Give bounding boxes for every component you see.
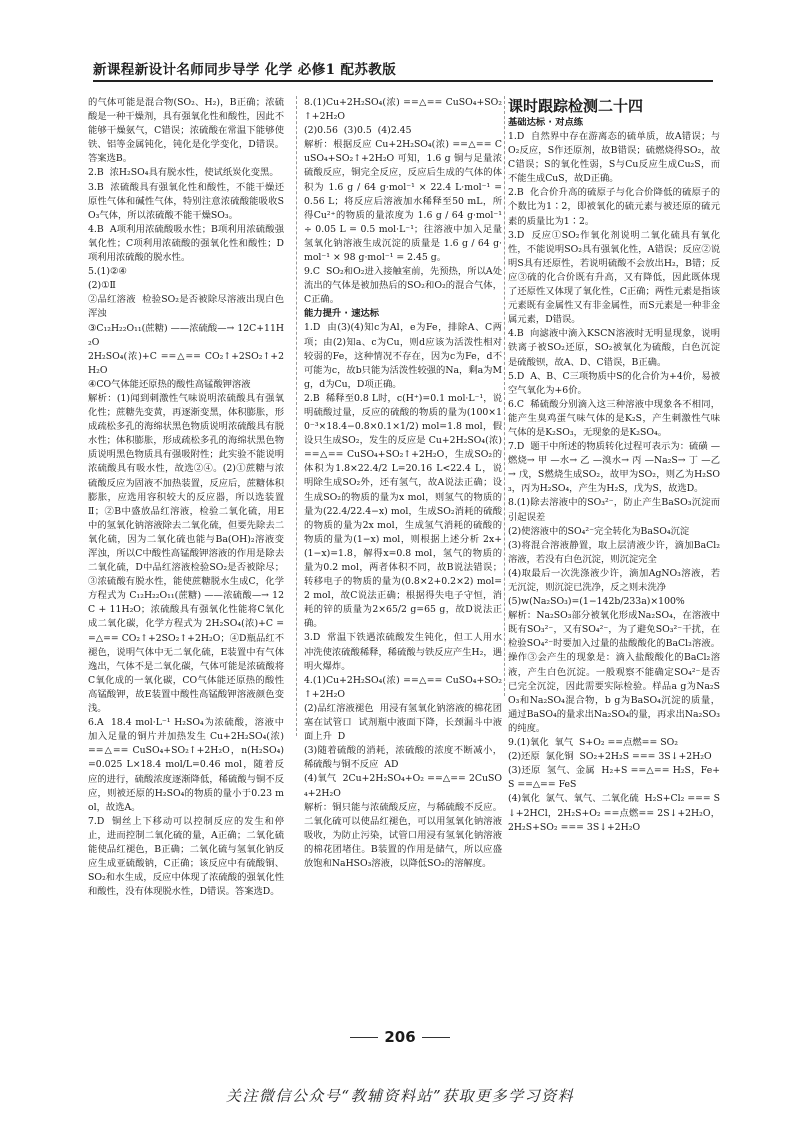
answer-paragraph: (3)将混合溶液静置，取上层清液少许，滴加BaCl₂溶液，若没有白色沉淀，则沉淀完全: [508, 539, 720, 565]
header-rule: [93, 80, 713, 82]
answer-paragraph: 9.C SO₂和O₂进入接触室前，先预热，所以A处流出的气体是被加热后的SO₂和O₂的混合气体，C正确。: [304, 266, 502, 306]
answer-paragraph: 4.B A项利用浓硫酸吸水性；B项利用浓硫酸强氧化性；C项利用浓硫酸的强氧化性和酸性；D项利用浓硫酸的脱水性。: [88, 223, 284, 264]
page-number-text: 206: [384, 1028, 416, 1046]
answer-column-middle: [304, 96, 505, 869]
answer-paragraph: (2)①Ⅱ: [88, 280, 116, 292]
answer-paragraph: 7.D 题干中所述的物质转化过程可表示为：硫磺 —燃烧→ 甲 —水→ 乙 —溴水→ 丙 —Na₂S→ 丁 —乙→ 戊，S燃烧生成SO₂，故甲为SO₂，则乙为H₂SO₃，丙为H₂SO₄，产生为H₂S，戊为S，故选D。: [508, 441, 720, 495]
column-divider: [296, 96, 297, 736]
answer-column-right: [508, 96, 721, 833]
page-number-dash: [350, 1037, 378, 1038]
page-number: [0, 1028, 800, 1046]
answer-paragraph: 4.(1)Cu+2H₂SO₄(浓) ==△== CuSO₄+SO₂↑+2H₂O: [304, 674, 502, 700]
answer-paragraph: 6.A 18.4 mol·L⁻¹ H₂SO₄为浓硫酸，溶液中加入足量的铜片并加热发生 Cu+2H₂SO₄(浓) ==△== CuSO₄+SO₂↑+2H₂O，n(H₂SO₄)=0.025 L×18.4 mol/L=0.46 mol，随着反应的进行，硫酸浓度逐渐降低，稀硫酸与铜不反应，则被还原的H₂SO₄的物质的量小于0.23 mol，故选A。: [88, 717, 287, 813]
answer-paragraph: (4)取最后一次洗涤液少许，滴加AgNO₃溶液，若无沉淀，则沉淀已洗净，反之则未洗净: [508, 567, 720, 593]
page-number-dash: [422, 1037, 450, 1038]
answer-paragraph: (3)还原 氢气、金属 H₂+S ==△== H₂S，Fe+S ==△== FeS: [508, 765, 720, 791]
answer-paragraph: (4)氧气 2Cu+2H₂SO₄+O₂ ==△== 2CuSO₄+2H₂O: [304, 773, 502, 799]
answer-paragraph: ②品红溶液 检验SO₂是否被除尽溶液出现白色浑浊: [88, 294, 284, 320]
answer-paragraph: (5)w(Na₂SO₃)=(1−142b/233a)×100%: [508, 596, 685, 608]
answer-paragraph: 7.D 铜丝上下移动可以控制反应的发生和停止，进而控制二氧化硫的量，A正确；二氧化硫能使品红褪色，B正确；二氧化硫与氢氧化钠反应生成亚硫酸钠，C正确；该反应中有硫酸铜、SO₂和水生成，反应中体现了浓硫酸的强氧化性和酸性，没有体现脱水性，D错误。答案选D。: [88, 815, 284, 898]
answer-paragraph: (2)品红溶液褪色 用浸有氢氧化钠溶液的棉花团塞在试管口 试剂瓶中液面下降，长颈漏斗中液面上升 D: [304, 702, 502, 743]
answer-paragraph: 8.(1)Cu+2H₂SO₄(浓) ==△== CuSO₄+SO₂↑+2H₂O: [304, 97, 502, 123]
footer-note: 关注微信公众号“教辅资料站”获取更多学习资料: [225, 1087, 575, 1105]
answer-paragraph: 解析：铜只能与浓硫酸反应，与稀硫酸不反应。二氧化硫可以使品红褪色，可以用氢氧化钠溶液吸收，为防止污染，试管口用浸有氢氧化钠溶液的棉花团堵住。B装置的作用是储气，所以应盛放饱和NaHSO₃溶液，以降低SO₂的溶解度。: [304, 801, 502, 869]
answer-paragraph: 2.B 化合价升高的硫原子与化合价降低的硫原子的个数比为1∶2，即被氧化的硫元素与被还原的硫元素的质量比为1∶2。: [508, 187, 720, 227]
answer-paragraph: 8.(1)除去溶液中的SO₃²⁻，防止产生BaSO₃沉淀而引起误差: [508, 497, 720, 523]
answer-paragraph: 1.D 自然界中存在游离态的硫单质，故A错误；与O₂反应，S作还原剂，故B错误；硫燃烧得SO₂，故C错误；S的氧化性弱，S与Cu反应生成Cu₂S，而不能生成CuS，故D正确。: [508, 131, 720, 185]
section-title: 课时跟踪检测二十四: [508, 97, 644, 115]
answer-paragraph: (2)0.56 (3)0.5 (4)2.45: [304, 125, 412, 137]
section-subtitle: 能力提升 · 速达标: [304, 308, 380, 320]
answer-paragraph: ④CO气体能还原热的酸性高锰酸钾溶液: [88, 378, 251, 390]
answer-paragraph: (2)使溶液中的SO₄²⁻完全转化为BaSO₄沉淀: [508, 525, 690, 537]
answer-paragraph: 解析：Na₂SO₃部分被氧化形成Na₂SO₄，在溶液中既有SO₃²⁻，又有SO₄²⁻，为了避免SO₃²⁻干扰，在检验SO₄²⁻时要加入过量的盐酸酸化的BaCl₂溶液。操作③会产生的现象是：滴入盐酸酸化的BaCl₂溶液，产生白色沉淀。一般观察不能确定SO₄²⁻是否已完全沉淀，因此需要实际检验。样品a g为Na₂SO₃和Na₂SO₄混合物，b g为BaSO₄沉淀的质量，通过BaSO₄的量求出Na₂SO₄的量，再求出Na₂SO₃的纯度。: [508, 610, 720, 734]
answer-paragraph: 5.D A、B、C三项物质中S的化合价为+4价，易被空气氧化为+6价。: [508, 370, 720, 396]
answer-paragraph: 的气体可能是混合物(SO₂、H₂)，B正确；浓硫酸是一种干燥剂，具有强氧化性和酸性，因此不能够干燥氨气，C错误；浓硫酸在常温下能够使铁、铝等金属钝化，钝化是化学变化，D错误。答案选B。: [88, 97, 284, 165]
answer-paragraph: 4.B 向滤液中滴入KSCN溶液时无明显现象，说明铁离子被SO₂还原，SO₂被氧化为硫酸，白色沉淀是硫酸钡，故A、D、C错误，B正确。: [508, 328, 720, 368]
answer-paragraph: 解析：根据反应 Cu+2H₂SO₄(浓) ==△== CuSO₄+SO₂↑+2H₂O 可知，1.6 g 铜与足量浓硫酸反应，铜完全反应，反应后生成的气体的体积为 1.6 g / 64 g·mol⁻¹ × 22.4 L·mol⁻¹ = 0.56 L；将反应后溶液加水稀释至50 mL，所得Cu²⁺的物质的量浓度为 1.6 g / 64 g·mol⁻¹ ÷ 0.05 L = 0.5 mol·L⁻¹；往溶液中加入足量氢氧化钠溶液生成沉淀的质量是 1.6 g / 64 g·mol⁻¹ × 98 g·mol⁻¹ = 2.45 g。: [304, 139, 505, 264]
answer-paragraph: 9.(1)氧化 氧气 S+O₂ ==点燃== SO₂: [508, 737, 678, 749]
answer-paragraph: 3.B 浓硫酸具有强氧化性和酸性，不能干燥还原性气体和碱性气体，特别注意浓硫酸能吸收SO₃气体，所以浓硫酸不能干燥SO₃。: [88, 181, 284, 221]
answer-paragraph: 1.D 由(3)(4)知c为Al，e为Fe，排除A、C两项；由(2)知a、c为Cu，则d应该为活泼性相对较弱的Fe，这种情况不存在，因为c为Fe，d不可能为c，故b只能为活泼性较强的Na，剩a为Mg，d为Cu，D项正确。: [304, 322, 502, 390]
answer-paragraph: 5.(1)②④: [88, 266, 127, 278]
answer-paragraph: (3)随着硫酸的消耗，浓硫酸的浓度不断减小，稀硫酸与铜不反应 AD: [304, 745, 502, 771]
answer-paragraph: (2)还原 氯化铜 SO₂+2H₂S === 3S↓+2H₂O: [508, 751, 712, 763]
answer-paragraph: 3.D 常温下铁遇浓硫酸发生钝化，但工人用水冲洗使浓硫酸稀释，稀硫酸与铁反应产生H₂，遇明火爆炸。: [304, 632, 502, 672]
column-divider: [504, 96, 505, 696]
page-header: 新课程新设计名师同步导学 化学 必修1 配苏教版: [93, 62, 397, 78]
answer-paragraph: 6.C 稀硫酸分别滴入这三种溶液中现象各不相同，能产生臭鸡蛋气味气体的是K₂S，产生刺激性气味气体的是K₂SO₃，无现象的是K₂SO₄。: [508, 398, 720, 438]
answer-column-left: [88, 96, 287, 898]
answer-paragraph: 2H₂SO₄(浓)+C ==△== CO₂↑+2SO₂↑+2H₂O: [88, 350, 284, 376]
answer-paragraph: 解析：(1)闻到刺激性气味说明浓硫酸具有强氧化性；蔗糖先变黄，再逐渐变黑，体积膨胀，形成疏松多孔的海绵状黑色物质说明浓硫酸具有脱水性；体积膨胀，形成疏松多孔的海绵状黑色物质说明黑色物质具有强吸附性；此实验不能说明浓硫酸具有吸水性，故选②④。(2)①蔗糖与浓硫酸反应为固液不加热装置，反应后，蔗糖体积膨胀，应选用容积较大的反应器，所以选装置Ⅱ；②B中盛放品红溶液，检验二氧化硫，用E中的氢氧化钠溶液除去二氧化硫，但要先除去二氧化硫，因为二氧化硫也能与Ba(OH)₂溶液变浑浊，所以C中酸性高锰酸钾溶液的作用是除去二氧化硫，D中品红溶液检验SO₂是否被除尽；③浓硫酸有脱水性，能使蔗糖脱水生成C，化学方程式为 C₁₂H₂₂O₁₁(蔗糖) ——浓硫酸—→ 12C + 11H₂O；浓硫酸具有强氧化性能将C氧化成二氧化碳，化学方程式为 2H₂SO₄(浓)+C ==△== CO₂↑+2SO₂↑+2H₂O；④D瓶品红不褪色，说明气体中无二氧化硫，E装置中有气体逸出，气体不是二氧化碳，气体可能是浓硫酸将C氧化成的一氧化碳，CO气体能还原热的酸性高锰酸钾，故E装置中酸性高锰酸钾溶液颜色变浅。: [88, 392, 284, 715]
answer-paragraph: 2.B 浓H₂SO₄具有脱水性，使试纸炭化变黑。: [88, 167, 279, 179]
answer-paragraph: 2.B 稀释至0.8 L时，c(H⁺)=0.1 mol·L⁻¹，说明硫酸过量，反应的硫酸的物质的量为(100×10⁻³×18.4−0.8×0.1×1/2) mol=1.8 mol，假设只生成SO₂，发生的反应是 Cu+2H₂SO₄(浓) ==△== CuSO₄+SO₂↑+2H₂O，生成SO₂的体积为1.8×22.4/2 L=20.16 L<22.4 L，说明除生成SO₂外，还有氢气，故A说法正确；设生成SO₂的物质的量为x mol，则氢气的物质的量为(22.4/22.4−x) mol，生成SO₂消耗的硫酸的物质的量为2x mol，生成氢气消耗的硫酸的物质的量为(1−x) mol，则根据上述分析 2x+(1−x)=1.8，解得x=0.8 mol，氢气的物质的量为0.2 mol，两者体积不同，故B说法错误；转移电子的物质的量为(0.8×2+0.2×2) mol=2 mol，故C说法正确；根据得失电子守恒，消耗的锌的质量为2×65/2 g=65 g，故D说法正确。: [304, 392, 505, 630]
section-subtitle: 基础达标 · 对点练: [508, 117, 584, 128]
answer-paragraph: ③C₁₂H₂₂O₁₁(蔗糖) ——浓硫酸—→ 12C+11H₂O: [88, 322, 284, 348]
answer-paragraph: (4)氧化 氯气、氧气、二氧化硫 H₂S+Cl₂ === S↓+2HCl，2H₂S+O₂ ==点燃== 2S↓+2H₂O，2H₂S+SO₂ === 3S↓+2H₂O: [508, 793, 721, 833]
answer-paragraph: 3.D 反应①SO₂作氧化剂说明二氧化硫具有氧化性，不能说明SO₂具有强氧化性，A错误；反应②说明S具有还原性，若说明硫酸不会放出H₂，B错；反应③硫的化合价既有升高，又有降低，因此既体现了还原性又体现了氧化性，C正确；两性元素是指该元素既有金属性又有非金属性，而S元素是一种非金属元素，D错误。: [508, 229, 720, 326]
